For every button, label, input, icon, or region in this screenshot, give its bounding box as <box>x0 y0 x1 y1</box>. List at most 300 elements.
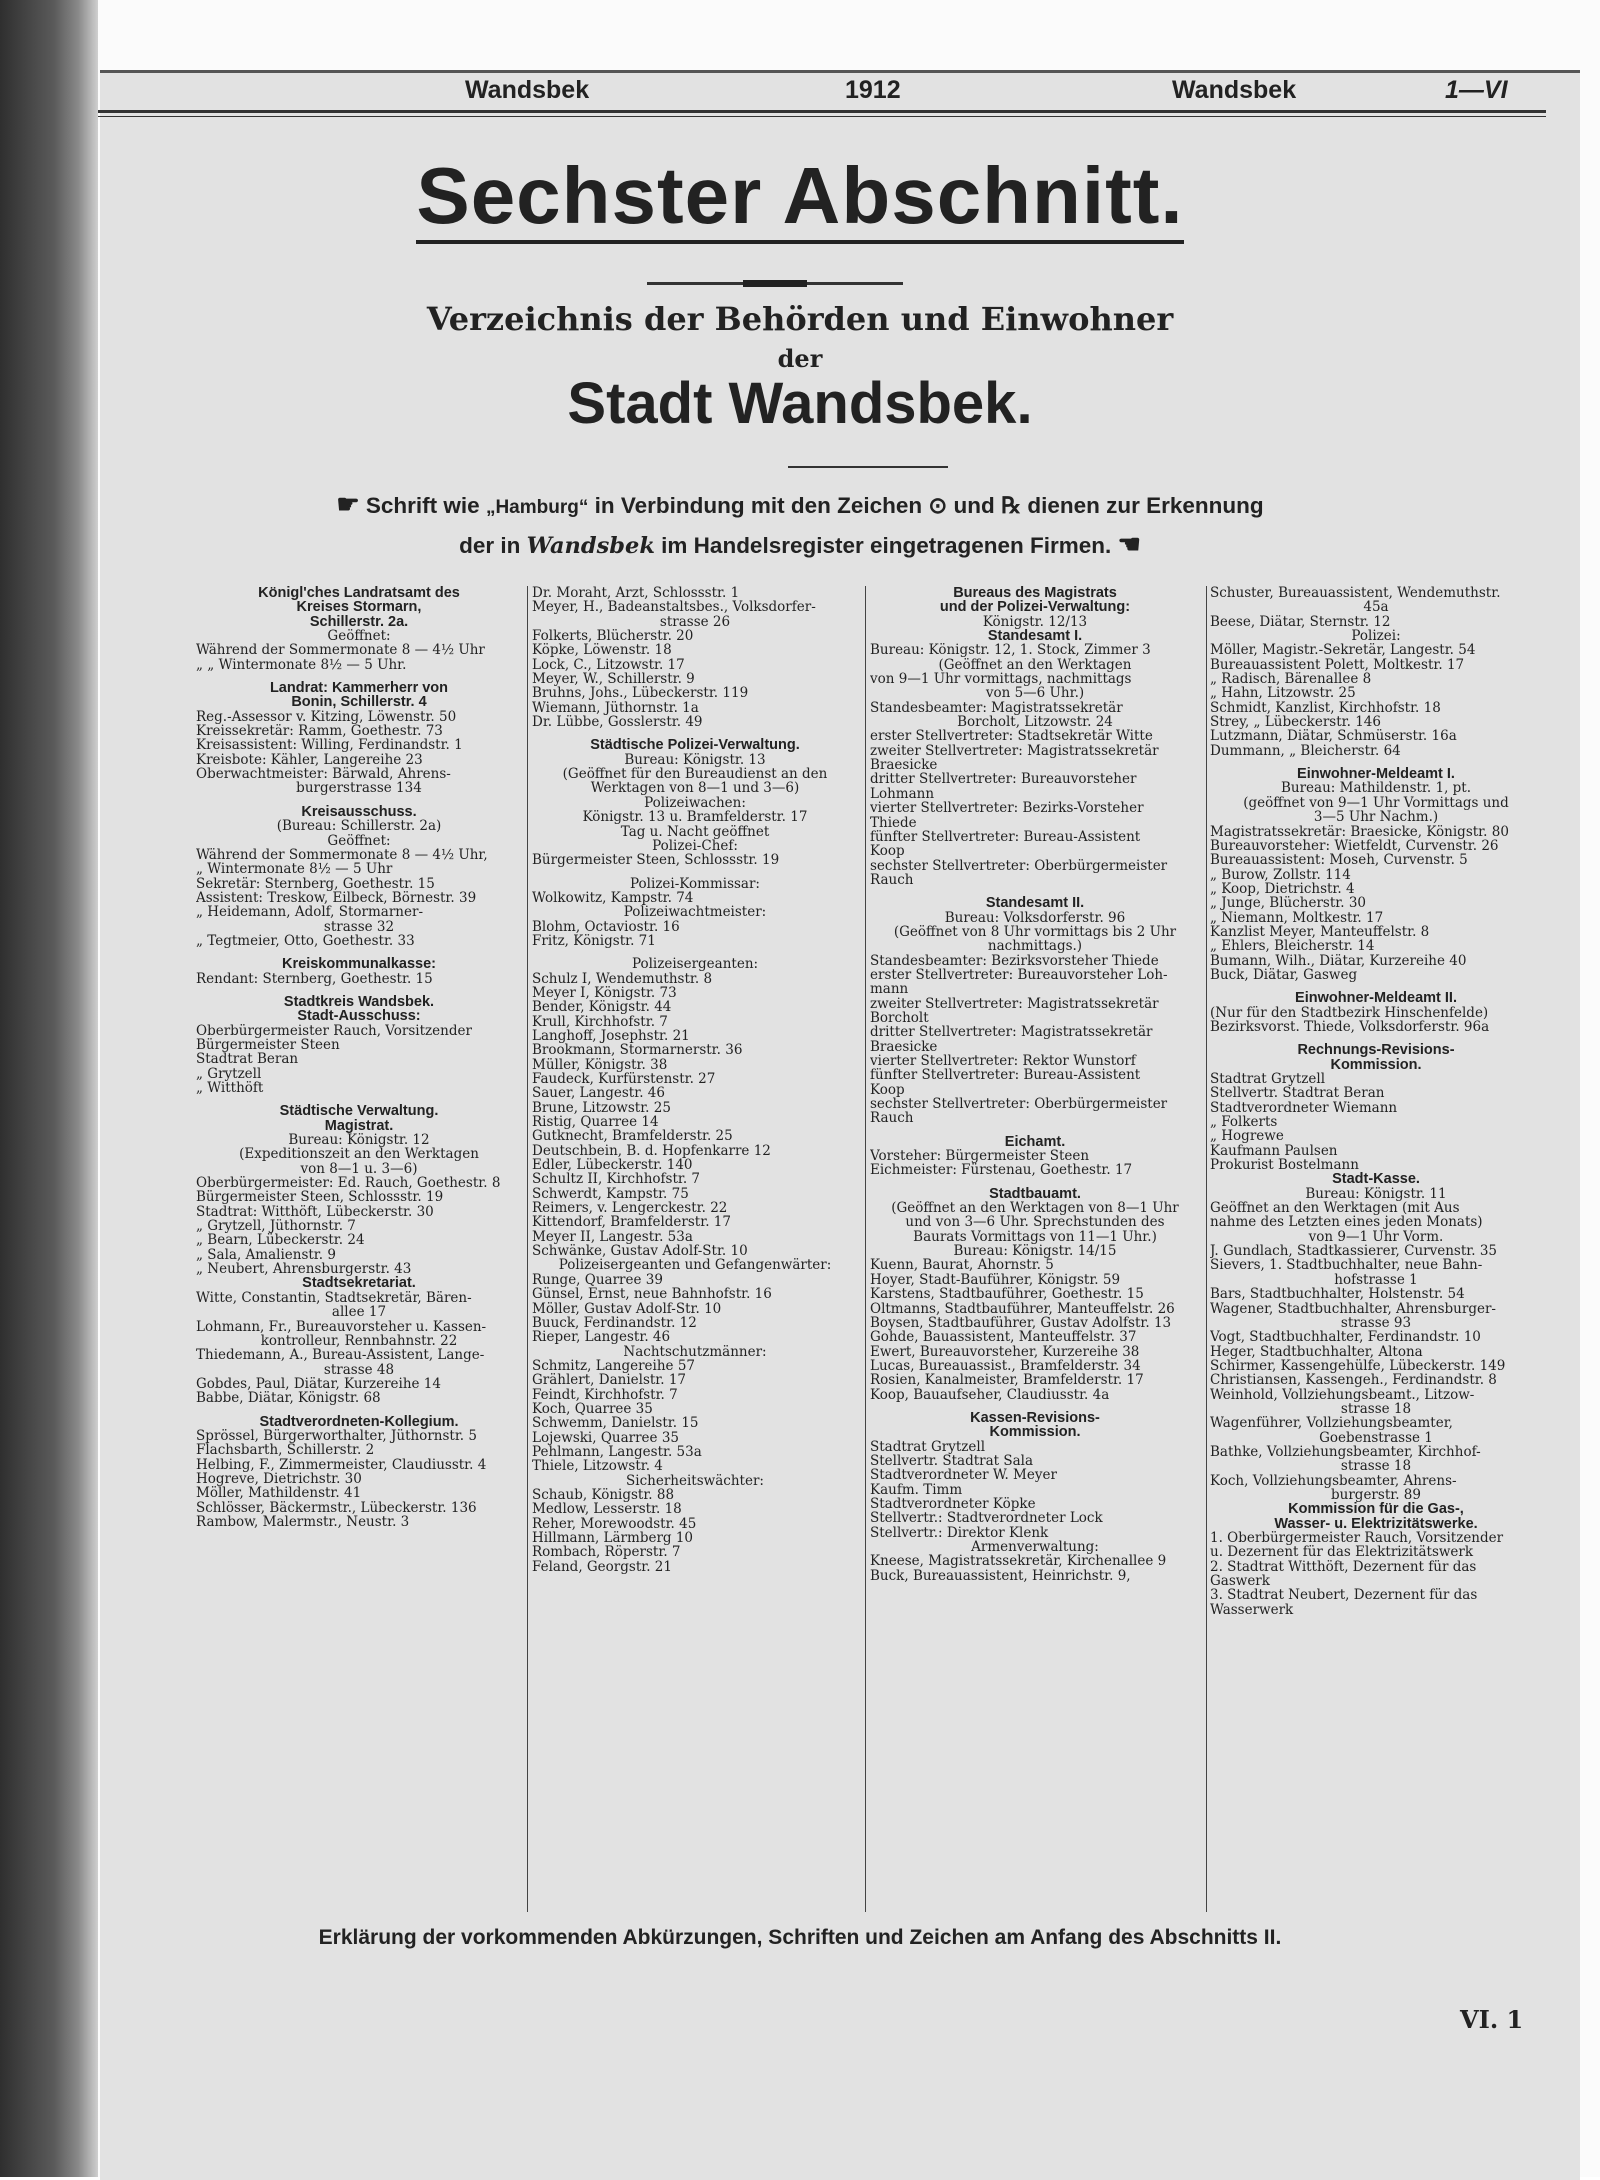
directory-entry: vierter Stellvertreter: Rektor Wunstorf <box>870 1054 1136 1069</box>
directory-entry: Brune, Litzowstr. 25 <box>532 1100 671 1116</box>
running-head-section: 1—VI <box>1445 76 1508 104</box>
directory-column-3 <box>870 586 1200 1583</box>
directory-entry: Während der Sommermonate 8 — 4½ Uhr, <box>196 847 488 863</box>
directory-entry: hofstrasse 1 <box>1334 1272 1418 1288</box>
directory-entry: strasse 32 <box>323 919 395 934</box>
directory-entry: Königstr. 13 u. Bramfelderstr. 17 <box>582 810 808 825</box>
directory-entry: Müller, Königstr. 38 <box>532 1057 668 1072</box>
directory-entry: Bureauassistent: Moseh, Curvenstr. 5 <box>1210 853 1468 868</box>
section-heading: Stadtkreis Wandsbek. <box>283 994 435 1010</box>
directory-entry: Hogreve, Dietrichstr. 30 <box>196 1471 362 1487</box>
directory-entry: Goebenstrasse 1 <box>1319 1430 1433 1445</box>
running-head-right: Wandsbek <box>1172 76 1297 104</box>
directory-entry: „ Bearn, Lübeckerstr. 24 <box>196 1233 365 1248</box>
section-heading: Magistrat. <box>324 1118 394 1134</box>
section-heading: Städtische Verwaltung. <box>279 1104 439 1119</box>
section-heading: Stadtbauamt. <box>989 1186 1081 1202</box>
register-note-line-1 <box>160 486 1440 526</box>
directory-entry: Stadtrat Beran <box>196 1052 299 1067</box>
directory-entry: Vogt, Stadtbuchhalter, Ferdinandstr. 10 <box>1210 1330 1481 1345</box>
directory-entry: Feindt, Kirchhofstr. 7 <box>532 1387 678 1402</box>
note-text: der in <box>459 533 527 558</box>
section-heading: Kreisausschuss. <box>301 804 417 820</box>
directory-entry: Fritz, Königstr. 71 <box>532 933 656 949</box>
directory-entry: Stadtrat: Witthöft, Lübeckerstr. 30 <box>196 1204 434 1220</box>
directory-entry: Lojewski, Quarree 35 <box>532 1430 679 1445</box>
section-heading: Stadt-Kasse. <box>1332 1172 1420 1187</box>
directory-entry: fünfter Stellvertreter: Bureau-Assistent <box>870 1068 1141 1083</box>
directory-entry: Rauch <box>870 872 914 888</box>
section-heading: Einwohner-Meldeamt II. <box>1295 991 1457 1006</box>
directory-entry: Kreisassistent: Willing, Ferdinandstr. 1 <box>196 738 463 753</box>
directory-entry: Lock, C., Litzowstr. 17 <box>532 657 685 673</box>
directory-entry: (Geöffnet an den Werktagen von 8—1 Uhr <box>891 1201 1179 1216</box>
directory-entry: Christiansen, Kassengeh., Ferdinandstr. 8 <box>1210 1373 1497 1388</box>
directory-entry: Polizeiwachtmeister: <box>623 905 767 920</box>
directory-entry: Standesbeamter: Magistratssekretär <box>870 700 1123 716</box>
title-ornament-rule <box>647 282 903 285</box>
note-text: im Handelsregister eingetragenen Firmen. <box>654 533 1112 558</box>
entry-spacer <box>196 1406 522 1415</box>
directory-entry: „ Folkerts <box>1210 1115 1278 1130</box>
section-heading: Königl'ches Landratsamt des <box>258 586 460 601</box>
directory-entry: Strey, „ Lübeckerstr. 146 <box>1210 715 1381 730</box>
section-heading: Landrat: Kammerherr von <box>269 681 449 696</box>
directory-entry: Lohmann, Fr., Bureauvorsteher u. Kassen- <box>196 1319 487 1334</box>
directory-entry: (Expeditionszeit an den Werktagen <box>239 1147 479 1162</box>
note-text: in Verbindung mit den Zeichen ⊙ und ℞ dienen zur Erkennung <box>588 493 1264 518</box>
directory-entry: (geöffnet von 9—1 Uhr Vormittags und <box>1243 795 1509 811</box>
directory-entry: Feland, Georgstr. 21 <box>532 1559 672 1575</box>
directory-entry: Sprössel, Bürgerworthalter, Jüthornstr. 5 <box>196 1428 477 1444</box>
directory-entry: Nachtschutzmänner: <box>623 1344 767 1359</box>
directory-entry: „ Wintermonate 8½ — 5 Uhr <box>196 862 393 877</box>
directory-entry: Bureau: Königstr. 11 <box>1305 1186 1447 1202</box>
directory-entry: Bureauvorsteher: Wietfeldt, Curvenstr. 26 <box>1210 838 1499 854</box>
directory-entry: Dr. Moraht, Arzt, Schlossstr. 1 <box>532 586 740 601</box>
directory-entry: Langhoff, Josephstr. 21 <box>532 1028 690 1044</box>
directory-entry: Schlösser, Bäckermstr., Lübeckerstr. 136 <box>196 1500 477 1515</box>
directory-entry: und von 3—6 Uhr. Sprechstunden des <box>905 1215 1165 1230</box>
directory-entry: Deutschbein, B. d. Hopfenkarre 12 <box>532 1143 771 1159</box>
entry-spacer <box>870 1402 1200 1411</box>
directory-entry: Rambow, Malermstr., Neustr. 3 <box>196 1514 410 1530</box>
entry-spacer <box>1210 1034 1542 1043</box>
directory-entry: Gohde, Bauassistent, Manteuffelstr. 37 <box>870 1330 1137 1345</box>
directory-entry: Meyer, W., Schillerstr. 9 <box>532 672 695 687</box>
column-divider <box>865 586 866 1912</box>
note-city-italic: Wandsbek <box>526 533 655 559</box>
directory-entry: burgerstrasse 134 <box>296 781 422 796</box>
section-heading: Einwohner-Meldeamt I. <box>1297 767 1455 782</box>
directory-entry: Schulz I, Wendemuthstr. 8 <box>532 971 713 986</box>
directory-entry: nahme des Letzten eines jeden Monats) <box>1210 1215 1483 1230</box>
directory-entry: zweiter Stellvertreter: Magistratssekretär <box>870 743 1159 759</box>
directory-entry: Oberbürgermeister Rauch, Vorsitzender <box>196 1023 472 1038</box>
directory-entry: erster Stellvertreter: Bureauvorsteher Loh- <box>870 967 1168 983</box>
directory-entry: Stellvertr. Stadtrat Beran <box>1210 1086 1385 1101</box>
section-heading: Städtische Polizei-Verwaltung. <box>590 738 800 753</box>
directory-entry: Dr. Lübbe, Gosslerstr. 49 <box>532 715 703 730</box>
directory-entry: Braesicke <box>870 1039 938 1054</box>
directory-entry: Helbing, F., Zimmermeister, Claudiusstr. 4 <box>196 1457 487 1472</box>
directory-entry: strasse 18 <box>1340 1459 1412 1474</box>
entry-spacer <box>870 887 1200 896</box>
directory-entry: Polizeisergeanten: <box>631 957 759 972</box>
directory-entry: Ewert, Bureauvorsteher, Kurzereihe 38 <box>870 1344 1140 1359</box>
directory-entry: sechster Stellvertreter: Oberbürgermeister <box>870 858 1168 873</box>
directory-entry: Assistent: Treskow, Eilbeck, Börnestr. 39 <box>196 890 477 906</box>
directory-entry: Runge, Quarree 39 <box>532 1272 663 1288</box>
directory-entry: Stadtverordneter Wiemann <box>1210 1100 1398 1116</box>
directory-entry: Magistratssekretär: Braesicke, Königstr. 80 <box>1210 824 1509 839</box>
directory-entry: Armenverwaltung: <box>971 1540 1099 1555</box>
directory-entry: Reg.-Assessor v. Kitzing, Löwenstr. 50 <box>196 709 457 725</box>
directory-entry: (Geöffnet an den Werktagen <box>938 657 1132 673</box>
directory-entry: Schwänke, Gustav Adolf-Str. 10 <box>532 1244 748 1259</box>
directory-entry: Oberwachtmeister: Bärwald, Ahrens- <box>196 767 451 782</box>
entry-spacer <box>532 868 858 877</box>
directory-entry: Bürgermeister Steen, Schlossstr. 19 <box>532 853 780 868</box>
entry-spacer <box>1210 982 1542 991</box>
directory-entry: Gaswerk <box>1210 1574 1270 1589</box>
directory-entry: „ Burow, Zollstr. 114 <box>1210 867 1351 882</box>
directory-entry: Buuck, Ferdinandstr. 12 <box>532 1315 697 1331</box>
directory-entry: fünfter Stellvertreter: Bureau-Assistent <box>870 829 1141 845</box>
section-heading: Standesamt I. <box>987 629 1083 644</box>
directory-entry: Thiedemann, A., Bureau-Assistent, Lange- <box>196 1348 485 1363</box>
directory-entry: Bathke, Vollziehungsbeamter, Kirchhof- <box>1210 1444 1481 1460</box>
directory-entry: strasse 93 <box>1340 1315 1412 1331</box>
register-note <box>160 486 1440 564</box>
directory-entry: J. Gundlach, Stadtkassierer, Curvenstr. 35 <box>1210 1244 1498 1259</box>
directory-entry: Bruhns, Johs., Lübeckerstr. 119 <box>532 686 749 701</box>
directory-entry: Wiemann, Jüthornstr. 1a <box>532 700 699 716</box>
directory-entry: (Geöffnet von 8 Uhr vormittags bis 2 Uhr <box>893 924 1177 940</box>
directory-entry: Pehlmann, Langestr. 53a <box>532 1444 702 1460</box>
directory-entry: (Geöffnet für den Bureaudienst an den <box>562 767 828 782</box>
directory-entry: von 9—1 Uhr vormittags, nachmittags <box>870 672 1132 687</box>
directory-entry: Krull, Kirchhofstr. 7 <box>532 1014 668 1029</box>
directory-entry: Kuenn, Baurat, Ahornstr. 5 <box>870 1258 1054 1273</box>
directory-entry: von 9—1 Uhr Vorm. <box>1308 1229 1444 1245</box>
directory-entry: Bars, Stadtbuchhalter, Holstenstr. 54 <box>1210 1287 1465 1302</box>
directory-entry: „ Heidemann, Adolf, Stormarner- <box>196 905 424 920</box>
directory-entry: Wasserwerk <box>1210 1602 1294 1618</box>
directory-entry: nachmittags.) <box>987 939 1083 954</box>
subtitle-der: der <box>777 344 823 373</box>
directory-entry: Sievers, 1. Stadtbuchhalter, neue Bahn- <box>1210 1258 1483 1273</box>
directory-entry: Baurats Vormittags von 11—1 Uhr.) <box>913 1229 1157 1245</box>
directory-entry: Gutknecht, Bramfelderstr. 25 <box>532 1129 733 1144</box>
directory-entry: Lutzmann, Diätar, Schmüserstr. 16a <box>1210 729 1457 744</box>
directory-entry: Schwemm, Danielstr. 15 <box>532 1416 699 1431</box>
directory-entry: Bureau: Mathildenstr. 1, pt. <box>1280 781 1472 796</box>
directory-entry: „ Hahn, Litzowstr. 25 <box>1210 686 1356 701</box>
entry-spacer <box>196 948 522 957</box>
directory-entry: kontrolleur, Rennbahnstr. 22 <box>260 1333 458 1349</box>
column-divider <box>527 586 528 1912</box>
directory-entry: Bureau: Königstr. 13 <box>624 752 766 768</box>
directory-entry: Stellvertr.: Stadtverordneter Lock <box>870 1511 1103 1526</box>
directory-entry: Standesbeamter: Bezirksvorsteher Thiede <box>870 953 1159 968</box>
directory-entry: mann <box>870 982 909 997</box>
directory-entry: Heger, Stadtbuchhalter, Altona <box>1210 1344 1423 1359</box>
directory-entry: Bureau: Volksdorferstr. 96 <box>944 910 1126 925</box>
directory-entry: Sicherheitswächter: <box>626 1473 764 1488</box>
section-heading: Kreises Stormarn, <box>296 600 422 615</box>
directory-entry: Edler, Lübeckerstr. 140 <box>532 1158 693 1173</box>
directory-entry: „ Radisch, Bärenallee 8 <box>1210 672 1372 687</box>
directory-entry: Stadtverordneter W. Meyer <box>870 1468 1057 1483</box>
directory-entry: Bumann, Wilh., Diätar, Kurzereihe 40 <box>1210 953 1467 968</box>
directory-entry: 3. Stadtrat Neubert, Dezernent für das <box>1210 1588 1478 1603</box>
entry-spacer <box>870 1178 1200 1187</box>
directory-entry: von 8—1 u. 3—6) <box>300 1161 418 1177</box>
directory-entry: Werktagen von 8—1 und 3—6) <box>590 781 800 796</box>
directory-entry: Blohm, Octaviostr. 16 <box>532 919 680 934</box>
directory-entry: Buck, Diätar, Gasweg <box>1210 967 1358 983</box>
subtitle-city: Stadt Wandsbek. <box>567 371 1033 436</box>
directory-entry: Borcholt <box>870 1010 929 1026</box>
directory-entry: Meyer, H., Badeanstaltsbes., Volksdorfer- <box>532 600 816 615</box>
pointing-hand-left-icon: ☚ <box>1117 529 1141 559</box>
directory-entry: „ Neubert, Ahrensburgerstr. 43 <box>196 1262 412 1277</box>
section-heading: Kommission. <box>1330 1057 1422 1072</box>
running-head-rule <box>98 110 1546 117</box>
directory-entry: Möller, Magistr.-Sekretär, Langestr. 54 <box>1210 643 1476 658</box>
directory-entry: Bender, Königstr. 44 <box>532 1000 672 1015</box>
directory-entry: Grählert, Danielstr. 17 <box>532 1373 687 1388</box>
entry-spacer <box>532 948 858 957</box>
register-note-line-2 <box>160 526 1440 564</box>
directory-entry: Stellvertr. Stadtrat Sala <box>870 1453 1034 1469</box>
entry-spacer <box>870 1126 1200 1135</box>
directory-entry: Köpke, Löwenstr. 18 <box>532 643 672 658</box>
directory-entry: Schirmer, Kassengehülfe, Lübeckerstr. 149 <box>1210 1358 1506 1374</box>
directory-entry: Stadtrat Grytzell <box>870 1439 986 1454</box>
directory-entry: Hillmann, Lärmberg 10 <box>532 1531 694 1546</box>
directory-entry: Wagenführer, Vollziehungsbeamter, <box>1210 1416 1453 1431</box>
directory-entry: Sekretär: Sternberg, Goethestr. 15 <box>196 876 435 891</box>
directory-entry: Kanzlist Meyer, Manteuffelstr. 8 <box>1210 924 1430 940</box>
directory-entry: Kneese, Magistratssekretär, Kirchenallee 9 <box>870 1554 1167 1569</box>
directory-entry: Flachsbarth, Schillerstr. 2 <box>196 1443 375 1458</box>
directory-entry: Lucas, Bureauassist., Bramfelderstr. 34 <box>870 1358 1141 1374</box>
section-heading: Eichamt. <box>1004 1134 1066 1150</box>
directory-entry: Bureau: Königstr. 12, 1. Stock, Zimmer 3 <box>870 643 1151 658</box>
section-heading: Rechnungs-Revisions- <box>1297 1043 1455 1058</box>
entry-spacer <box>196 672 522 681</box>
entry-spacer <box>1210 758 1542 767</box>
entry-spacer <box>532 729 858 738</box>
directory-entry: Oberbürgermeister: Ed. Rauch, Goethestr. 8 <box>196 1176 501 1191</box>
directory-entry: Möller, Mathildenstr. 41 <box>196 1486 362 1501</box>
directory-entry: allee 17 <box>331 1305 387 1320</box>
directory-entry: Boysen, Stadtbauführer, Gustav Adolfstr. 13 <box>870 1315 1172 1331</box>
directory-entry: Koop, Bauaufseher, Claudiusstr. 4a <box>870 1387 1110 1402</box>
note-text: Schrift wie <box>365 493 486 518</box>
section-heading: Kreiskommunalkasse: <box>282 957 436 972</box>
directory-entry: Folkerts, Blücherstr. 20 <box>532 629 694 644</box>
directory-entry: Borcholt, Litzowstr. 24 <box>957 715 1113 730</box>
directory-entry: Vorsteher: Bürgermeister Steen <box>870 1149 1090 1164</box>
directory-entry: „ Witthöft <box>196 1081 264 1096</box>
entry-spacer <box>196 796 522 805</box>
directory-entry: (Bureau: Schillerstr. 2a) <box>276 819 442 834</box>
directory-entry: Bürgermeister Steen <box>196 1037 340 1053</box>
running-head-left: Wandsbek <box>465 76 590 104</box>
note-font-sample: „Hamburg“ <box>485 497 589 518</box>
directory-entry: Medlow, Lesserstr. 18 <box>532 1502 682 1517</box>
directory-entry: Rombach, Röperstr. 7 <box>532 1545 681 1560</box>
entry-spacer <box>196 1095 522 1104</box>
directory-entry: 2. Stadtrat Witthöft, Dezernent für das <box>1210 1559 1477 1575</box>
subtitle-directory: Verzeichnis der Behörden und Einwohner <box>426 300 1174 338</box>
directory-entry: Witte, Constantin, Stadtsekretär, Bären- <box>196 1290 472 1306</box>
directory-entry: Rieper, Langestr. 46 <box>532 1330 671 1345</box>
directory-entry: Tag u. Nacht geöffnet <box>620 824 770 839</box>
directory-entry: Polizei: <box>1351 629 1401 644</box>
section-heading: Schillerstr. 2a. <box>309 614 409 630</box>
column-divider <box>1206 586 1207 1912</box>
directory-entry: Polizeisergeanten und Gefangenwärter: <box>558 1258 832 1273</box>
directory-entry: Ristig, Quarree 14 <box>532 1115 659 1130</box>
running-head-year: 1912 <box>845 76 901 104</box>
directory-entry: Möller, Gustav Adolf-Str. 10 <box>532 1301 722 1316</box>
directory-entry: „ Koop, Dietrichstr. 4 <box>1210 881 1355 897</box>
directory-entry: Stadtrat Grytzell <box>1210 1072 1326 1087</box>
directory-entry: Thiele, Litzowstr. 4 <box>532 1459 663 1474</box>
directory-entry: Geöffnet: <box>327 629 391 644</box>
directory-entry: Wagener, Stadtbuchhalter, Ahrensburger- <box>1210 1301 1496 1316</box>
directory-entry: Thiede <box>870 815 917 830</box>
directory-entry: „ „ Wintermonate 8½ — 5 Uhr. <box>196 657 407 673</box>
directory-entry: Oltmanns, Stadtbauführer, Manteuffelstr. 26 <box>870 1301 1175 1316</box>
directory-entry: Koch, Vollziehungsbeamter, Ahrens- <box>1210 1473 1457 1488</box>
directory-entry: Rauch <box>870 1111 914 1126</box>
directory-entry: Kaufmann Paulsen <box>1210 1143 1338 1159</box>
directory-entry: zweiter Stellvertreter: Magistratssekretär <box>870 996 1159 1011</box>
directory-entry: Reimers, v. Lengerckestr. 22 <box>532 1201 728 1216</box>
directory-entry: Schaub, Königstr. 88 <box>532 1487 675 1503</box>
directory-entry: Schmitz, Langereihe 57 <box>532 1358 695 1374</box>
directory-entry: von 5—6 Uhr.) <box>985 686 1085 701</box>
section-heading: Kommission für die Gas-, <box>1288 1502 1464 1517</box>
directory-entry: dritter Stellvertreter: Bureauvorsteher <box>870 772 1137 787</box>
directory-entry: „ Niemann, Moltkestr. 17 <box>1210 910 1384 925</box>
directory-entry: strasse 48 <box>323 1362 395 1377</box>
directory-column-2 <box>532 586 858 1574</box>
directory-entry: Kittendorf, Bramfelderstr. 17 <box>532 1215 731 1230</box>
directory-entry: Geöffnet an den Werktagen (mit Aus <box>1210 1201 1460 1216</box>
section-heading: Stadtverordneten-Kollegium. <box>259 1414 459 1429</box>
directory-entry: Faudeck, Kurfürstenstr. 27 <box>532 1072 716 1087</box>
directory-entry: Schmidt, Kanzlist, Kirchhofstr. 18 <box>1210 700 1441 716</box>
directory-entry: Hoyer, Stadt-Bauführer, Königstr. 59 <box>870 1272 1121 1288</box>
directory-entry: Koop <box>870 1082 905 1098</box>
directory-entry: Brookmann, Stormarnerstr. 36 <box>532 1043 743 1058</box>
directory-entry: Lohmann <box>870 786 935 802</box>
pointing-hand-right-icon: ☛ <box>336 489 360 519</box>
section-heading: Stadtsekretariat. <box>302 1276 416 1291</box>
directory-entry: 1. Oberbürgermeister Rauch, Vorsitzender <box>1210 1531 1504 1546</box>
directory-entry: Schultz II, Kirchhofstr. 7 <box>532 1172 701 1187</box>
directory-entry: Buck, Bureauassistent, Heinrichstr. 9, <box>870 1568 1131 1584</box>
directory-entry: Rendant: Sternberg, Goethestr. 15 <box>196 971 433 986</box>
directory-entry: Sauer, Langestr. 46 <box>532 1086 665 1101</box>
directory-entry: „ Ehlers, Bleicherstr. 14 <box>1210 939 1375 954</box>
directory-entry: u. Dezernent für das Elektrizitätswerk <box>1210 1545 1474 1560</box>
directory-entry: Rosien, Kanalmeister, Bramfelderstr. 17 <box>870 1373 1144 1388</box>
directory-entry: Stellvertr.: Direktor Klenk <box>870 1525 1049 1540</box>
section-title-text: Sechster Abschnitt. <box>416 151 1183 244</box>
directory-entry: Bürgermeister Steen, Schlossstr. 19 <box>196 1190 444 1205</box>
directory-entry: Koop <box>870 844 905 859</box>
directory-entry: Reher, Morewoodstr. 45 <box>532 1516 697 1531</box>
directory-entry: „ Sala, Amalienstr. 9 <box>196 1247 336 1263</box>
directory-entry: Gobdes, Paul, Diätar, Kurzereihe 14 <box>196 1376 441 1392</box>
directory-entry: Während der Sommermonate 8 — 4½ Uhr <box>196 643 485 658</box>
directory-entry: „ Junge, Blücherstr. 30 <box>1210 896 1367 911</box>
directory-entry: Koch, Quarree 35 <box>532 1401 653 1417</box>
directory-entry: „ Tegtmeier, Otto, Goethestr. 33 <box>196 933 415 949</box>
directory-entry: vierter Stellvertreter: Bezirks-Vorsteher <box>870 801 1144 816</box>
directory-entry: Polizei-Chef: <box>652 838 738 854</box>
section-title <box>0 150 1600 242</box>
entry-spacer <box>196 986 522 995</box>
directory-entry: 3—5 Uhr Nachm.) <box>1313 810 1439 825</box>
directory-entry: „ Grytzell <box>196 1066 262 1081</box>
directory-entry: Königstr. 12/13 <box>982 614 1088 630</box>
directory-entry: Schuster, Bureauassistent, Wendemuthstr. <box>1210 586 1501 601</box>
directory-entry: Beese, Diätar, Sternstr. 12 <box>1210 614 1391 630</box>
abbreviation-note: Erklärung der vorkommenden Abkürzungen, Schriften und Zeichen am Anfang des Abschnitts II. <box>318 1926 1282 1949</box>
directory-entry: Stadtverordneter Köpke <box>870 1496 1036 1512</box>
directory-entry: Kaufm. Timm <box>870 1482 963 1497</box>
section-heading: Wasser- u. Elektrizitätswerke. <box>1274 1516 1478 1531</box>
directory-entry: Günsel, Ernst, neue Bahnhofstr. 16 <box>532 1287 772 1302</box>
directory-entry: Weinhold, Vollziehungsbeamt., Litzow- <box>1210 1387 1475 1402</box>
subtitle-rule <box>788 466 948 468</box>
directory-entry: Meyer II, Langestr. 53a <box>532 1229 693 1245</box>
directory-entry: strasse 26 <box>659 614 731 630</box>
section-heading: Standesamt II. <box>985 896 1085 911</box>
directory-entry: Meyer I, Königstr. 73 <box>532 985 677 1001</box>
directory-entry: Kreisbote: Kähler, Langereihe 23 <box>196 752 423 768</box>
directory-entry: Karstens, Stadtbauführer, Goethestr. 15 <box>870 1287 1144 1302</box>
section-heading: Stadt-Ausschuss: <box>297 1009 421 1024</box>
directory-entry: Bezirksvorst. Thiede, Volksdorferstr. 96a <box>1210 1019 1490 1035</box>
directory-entry: Polizeiwachen: <box>644 795 746 811</box>
section-heading: Bonin, Schillerstr. 4 <box>291 695 427 710</box>
directory-column-1 <box>196 586 522 1529</box>
directory-entry: Dummann, „ Bleicherstr. 64 <box>1210 743 1401 759</box>
directory-entry: Wolkowitz, Kampstr. 74 <box>532 890 694 906</box>
directory-entry: Eichmeister: Fürstenau, Goethestr. 17 <box>870 1163 1133 1178</box>
directory-entry: dritter Stellvertreter: Magistratssekretär <box>870 1025 1153 1040</box>
section-heading: Kassen-Revisions- <box>970 1410 1100 1426</box>
directory-entry: erster Stellvertreter: Stadtsekretär Witte <box>870 729 1153 744</box>
directory-entry: 45a <box>1363 600 1389 615</box>
directory-entry: Schwerdt, Kampstr. 75 <box>532 1186 689 1202</box>
directory-entry: strasse 18 <box>1340 1401 1412 1417</box>
page-number: VI. 1 <box>1460 2005 1524 2034</box>
directory-entry: burgerstr. 89 <box>1331 1487 1421 1503</box>
directory-entry: sechster Stellvertreter: Oberbürgermeister <box>870 1097 1168 1112</box>
directory-entry: Geöffnet: <box>327 833 391 848</box>
directory-entry: „ Grytzell, Jüthornstr. 7 <box>196 1219 356 1234</box>
